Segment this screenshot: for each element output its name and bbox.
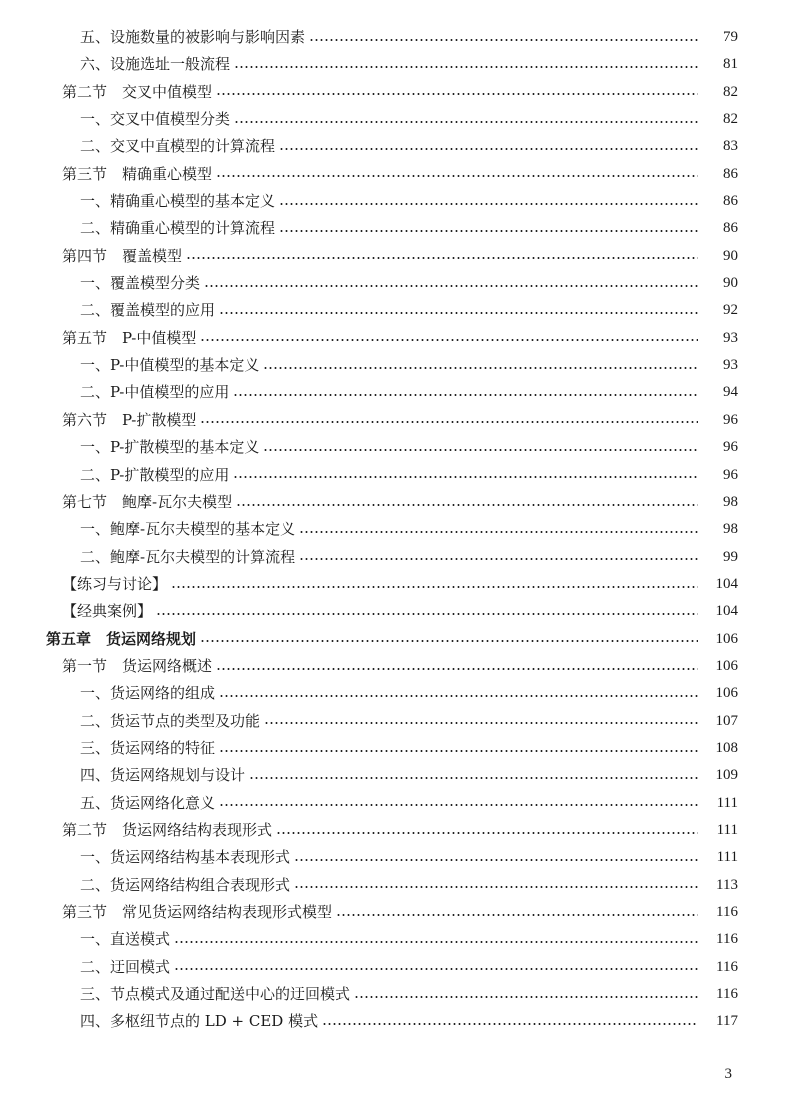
- toc-item-entry: [0, 844, 790, 871]
- toc-item-entry: [0, 954, 790, 981]
- toc-entry-page: 117: [716, 1013, 738, 1030]
- toc-entry-page: 86: [723, 193, 738, 210]
- dot-leader: [219, 750, 698, 752]
- toc-entry-page: 104: [715, 603, 738, 620]
- toc-entry-title: 【练习与讨论】: [62, 574, 168, 593]
- toc-entry-title: 第二节 交叉中值模型: [62, 82, 213, 101]
- toc-entry-page: 106: [715, 657, 738, 674]
- toc-entry-page: 116: [716, 958, 738, 975]
- toc-entry-title: 第五章 货运网络规划: [46, 629, 197, 648]
- dot-leader: [186, 257, 698, 259]
- toc-entry-title: 三、节点模式及通过配送中心的迂回模式: [80, 985, 351, 1004]
- toc-item-entry: [0, 215, 790, 242]
- toc-item-entry: [0, 981, 790, 1008]
- toc-section-entry: [0, 161, 790, 188]
- toc-entry-title: 【经典案例】: [62, 602, 153, 621]
- toc-entry-page: 86: [723, 165, 738, 182]
- toc-entry-page: 90: [723, 247, 738, 264]
- toc-entry-title: 二、精确重心模型的计算流程: [80, 219, 276, 238]
- toc-entry-page: 83: [723, 138, 738, 155]
- toc-entry-title: 五、设施数量的被影响与影响因素: [80, 28, 306, 46]
- dot-leader: [233, 476, 698, 478]
- dot-leader: [219, 312, 698, 314]
- toc-item-entry: [0, 297, 790, 324]
- toc-entry-title: 二、P-中值模型的应用: [80, 383, 230, 402]
- toc-entry-title: 第五节 P-中值模型: [62, 328, 197, 347]
- toc-entry-page: 113: [716, 876, 738, 893]
- dot-leader: [309, 39, 698, 41]
- toc-entry-page: 111: [716, 794, 738, 811]
- toc-section-entry: [0, 325, 790, 352]
- dot-leader: [263, 449, 698, 451]
- dot-leader: [279, 203, 698, 205]
- toc-entry-page: 108: [715, 739, 738, 756]
- toc-entry-page: 96: [723, 411, 738, 428]
- toc-entry-title: 第一节 货运网络概述: [62, 656, 213, 675]
- toc-entry-page: 98: [723, 521, 738, 538]
- toc-section-entry: [0, 899, 790, 926]
- toc-entry-page: 116: [716, 986, 738, 1003]
- dot-leader: [322, 1023, 698, 1025]
- toc-item-entry: [0, 680, 790, 707]
- toc-item-entry: [0, 790, 790, 817]
- toc-entry-title: 二、货运节点的类型及功能: [80, 711, 261, 730]
- toc-entry-page: 79: [723, 29, 738, 45]
- toc-entry-page: 93: [723, 329, 738, 346]
- toc-section-entry: [0, 817, 790, 844]
- toc-entry-title: 第三节 精确重心模型: [62, 164, 213, 183]
- dot-leader: [249, 777, 698, 779]
- toc-entry-title: 二、货运网络结构组合表现形式: [80, 875, 291, 894]
- dot-leader: [354, 996, 698, 998]
- toc-entry-page: 111: [716, 821, 738, 838]
- dot-leader: [216, 175, 698, 177]
- toc-entry-title: 二、覆盖模型的应用: [80, 301, 216, 320]
- toc-entry-page: 99: [723, 548, 738, 565]
- toc-entry-title: 第三节 常见货运网络结构表现形式模型: [62, 903, 333, 921]
- toc-entry-page: 94: [723, 384, 738, 401]
- toc-entry-title: 一、货运网络结构基本表现形式: [80, 848, 291, 867]
- toc-section-entry: [0, 653, 790, 680]
- toc-entry-title: 六、设施选址一般流程: [80, 55, 231, 74]
- dot-leader: [219, 804, 698, 806]
- dot-leader: [299, 531, 698, 533]
- dot-leader: [216, 93, 698, 95]
- dot-leader: [216, 668, 698, 670]
- toc-item-entry: [0, 352, 790, 379]
- toc-entry-title: 三、货运网络的特征: [80, 738, 216, 757]
- toc-entry-title: 一、P-扩散模型的基本定义: [80, 438, 260, 457]
- toc-item-entry: [0, 926, 790, 953]
- dot-leader: [234, 121, 698, 123]
- toc-entry-title: 第七节 鲍摩-瓦尔夫模型: [62, 492, 233, 511]
- dot-leader: [294, 859, 698, 861]
- toc-entry-title: 四、多枢纽节点的 LD + CED 模式: [80, 1012, 319, 1031]
- toc-section-entry: [0, 571, 790, 598]
- toc-entry-title: 一、覆盖模型分类: [80, 274, 201, 293]
- toc-entry-page: 86: [723, 220, 738, 237]
- dot-leader: [219, 695, 698, 697]
- toc-item-entry: [0, 1008, 790, 1035]
- dot-leader: [263, 367, 698, 369]
- toc-entry-page: 82: [723, 83, 738, 100]
- toc-entry-page: 104: [715, 575, 738, 592]
- dot-leader: [174, 968, 698, 970]
- dot-leader: [299, 558, 698, 560]
- dot-leader: [234, 66, 698, 68]
- toc-entry-title: 二、交叉中直模型的计算流程: [80, 137, 276, 156]
- toc-chapter-entry: [0, 626, 790, 653]
- toc-entry-page: 96: [723, 466, 738, 483]
- toc-entry-page: 93: [723, 357, 738, 374]
- toc-entry-page: 82: [723, 111, 738, 128]
- toc-item-entry: [0, 133, 790, 160]
- toc-section-entry: [0, 489, 790, 516]
- toc-entry-page: 107: [715, 712, 738, 729]
- toc-entry-page: 96: [723, 439, 738, 456]
- toc-item-entry: [0, 434, 790, 461]
- toc-entry-title: 一、精确重心模型的基本定义: [80, 192, 276, 211]
- toc-item-entry: [0, 106, 790, 133]
- toc-entry-title: 四、货运网络规划与设计: [80, 766, 246, 785]
- toc-item-entry: [0, 544, 790, 571]
- toc-entry-page: 98: [723, 493, 738, 510]
- dot-leader: [279, 230, 698, 232]
- toc-entry-title: 第六节 P-扩散模型: [62, 410, 197, 429]
- toc-item-entry: [0, 188, 790, 215]
- toc-entry-page: 106: [715, 685, 738, 702]
- toc-entry-page: 111: [716, 849, 738, 866]
- toc-section-entry: [0, 243, 790, 270]
- toc-item-entry: [0, 762, 790, 789]
- toc-entry-page: 109: [715, 767, 738, 784]
- dot-leader: [336, 914, 698, 916]
- dot-leader: [171, 586, 698, 588]
- dot-leader: [204, 285, 698, 287]
- toc-item-entry: [0, 270, 790, 297]
- toc-entry-title: 一、货运网络的组成: [80, 684, 216, 703]
- dot-leader: [174, 941, 698, 943]
- toc-item-entry: [0, 872, 790, 899]
- toc-entry-title: 二、迂回模式: [80, 957, 171, 976]
- toc-entry-title: 二、P-扩散模型的应用: [80, 465, 230, 484]
- dot-leader: [156, 613, 698, 615]
- dot-leader: [200, 339, 698, 341]
- toc-entry-title: 二、鲍摩-瓦尔夫模型的计算流程: [80, 547, 296, 566]
- toc-item-entry: [0, 24, 790, 51]
- dot-leader: [236, 504, 698, 506]
- toc-entry-title: 第二节 货运网络结构表现形式: [62, 820, 273, 839]
- toc-item-entry: [0, 735, 790, 762]
- dot-leader: [200, 640, 698, 642]
- dot-leader: [264, 722, 698, 724]
- toc-item-entry: [0, 708, 790, 735]
- toc-entry-title: 第四节 覆盖模型: [62, 246, 183, 265]
- toc-entry-title: 一、鲍摩-瓦尔夫模型的基本定义: [80, 520, 296, 539]
- toc-entry-page: 92: [723, 302, 738, 319]
- dot-leader: [294, 886, 698, 888]
- toc-section-entry: [0, 79, 790, 106]
- toc-entry-page: 116: [716, 931, 738, 948]
- dot-leader: [276, 832, 698, 834]
- toc-entry-title: 一、P-中值模型的基本定义: [80, 356, 260, 375]
- toc-entry-page: 81: [723, 56, 738, 73]
- toc-entry-page: 116: [716, 904, 738, 920]
- page-number: 3: [724, 1066, 732, 1082]
- toc-item-entry: [0, 516, 790, 543]
- toc-entry-title: 一、直送模式: [80, 930, 171, 949]
- dot-leader: [233, 394, 698, 396]
- toc-item-entry: [0, 462, 790, 489]
- dot-leader: [279, 148, 698, 150]
- toc-section-entry: [0, 598, 790, 625]
- toc-item-entry: [0, 379, 790, 406]
- dot-leader: [200, 421, 698, 423]
- toc-entry-page: 90: [723, 275, 738, 292]
- toc-item-entry: [0, 51, 790, 78]
- table-of-contents: [0, 24, 790, 1036]
- toc-entry-title: 一、交叉中值模型分类: [80, 110, 231, 129]
- toc-entry-page: 106: [715, 630, 738, 647]
- toc-section-entry: [0, 407, 790, 434]
- toc-entry-title: 五、货运网络化意义: [80, 793, 216, 812]
